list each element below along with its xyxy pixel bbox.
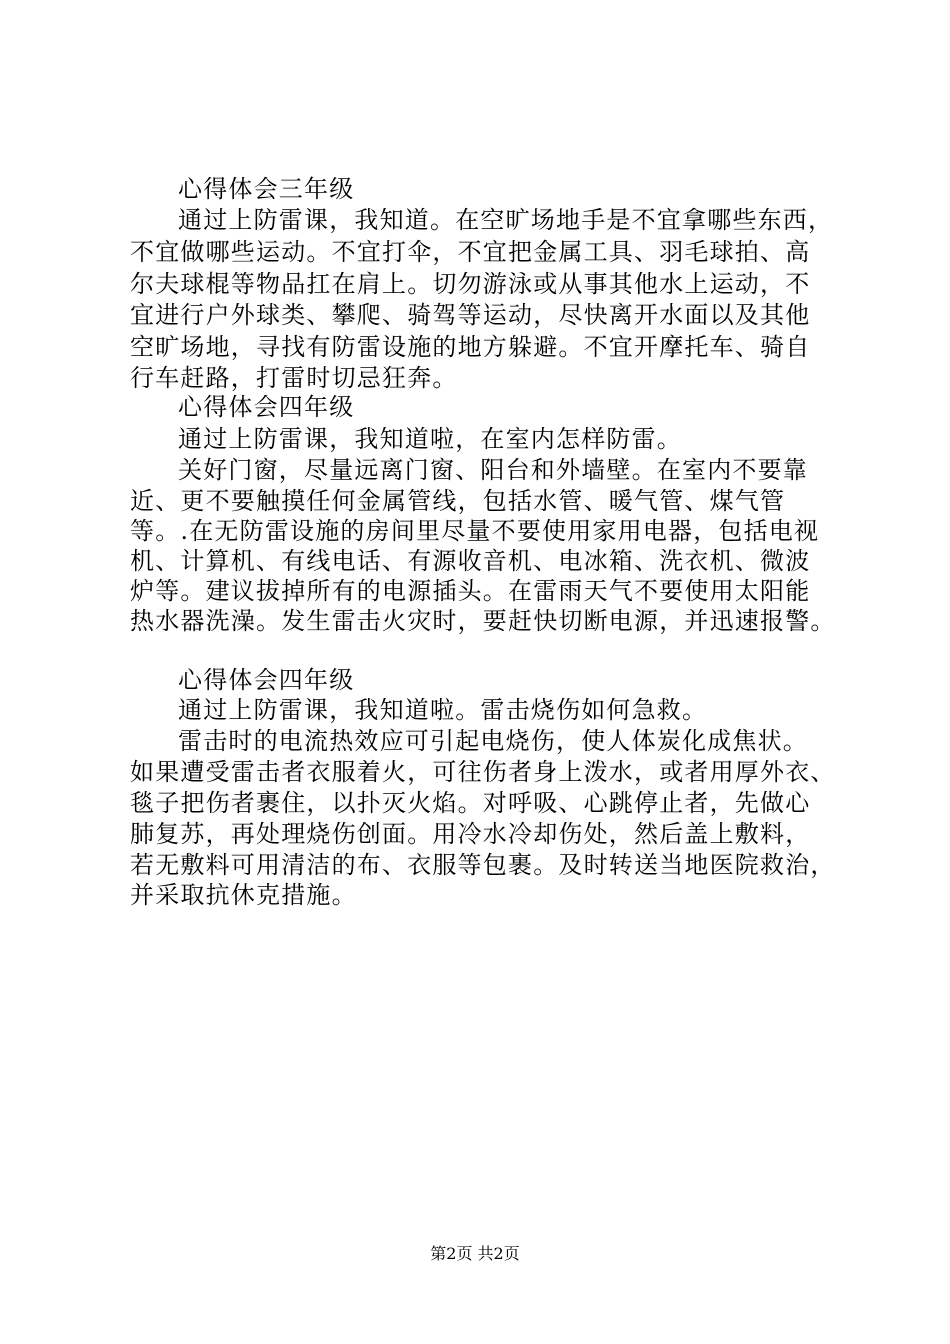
paragraph-line: 通过上防雷课，我知道。在空旷场地手是不宜拿哪些东西， xyxy=(178,206,834,234)
page-footer: 第2页 共2页 xyxy=(430,1244,520,1263)
paragraph-line: 不宜做哪些运动。不宜打伞，不宜把金属工具、羽毛球拍、高 xyxy=(130,238,811,266)
paragraph-line: 如果遭受雷击者衣服着火，可往伤者身上泼水，或者用厚外衣、 xyxy=(130,758,836,786)
paragraph-line: 宜进行户外球类、攀爬、骑驾等运动，尽快离开水面以及其他 xyxy=(130,301,811,329)
paragraph-intro: 通过上防雷课，我知道啦，在室内怎样防雷。 xyxy=(178,425,682,453)
paragraph-line: 尔夫球棍等物品扛在肩上。切勿游泳或从事其他水上运动，不 xyxy=(130,270,811,298)
paragraph-line: 肺复苏，再处理烧伤创面。用冷水冷却伤处，然后盖上敷料， xyxy=(130,820,811,848)
section-heading: 心得体会三年级 xyxy=(178,175,355,203)
paragraph-line: 关好门窗，尽量远离门窗、阳台和外墙壁。在室内不要靠 xyxy=(178,456,808,484)
paragraph-line: 并采取抗休克措施。 xyxy=(130,881,357,909)
paragraph-line: 等。.在无防雷设施的房间里尽量不要使用家用电器，包括电视 xyxy=(130,517,820,545)
section-heading: 心得体会四年级 xyxy=(178,393,355,421)
paragraph-line: 近、更不要触摸任何金属管线，包括水管、暖气管、煤气管 xyxy=(130,487,786,515)
paragraph-line: 雷击时的电流热效应可引起电烧伤，使人体炭化成焦状。 xyxy=(178,727,808,755)
paragraph-line: 热水器洗澡。发生雷击火灾时，要赶快切断电源，并迅速报警。 xyxy=(130,607,836,635)
paragraph-line: 机、计算机、有线电话、有源收音机、电冰箱、洗衣机、微波 xyxy=(130,547,811,575)
paragraph-line: 空旷场地，寻找有防雷设施的地方躲避。不宜开摩托车、骑自 xyxy=(130,333,811,361)
paragraph-line: 毯子把伤者裹住，以扑灭火焰。对呼吸、心跳停止者，先做心 xyxy=(130,789,811,817)
paragraph-line: 炉等。建议拔掉所有的电源插头。在雷雨天气不要使用太阳能 xyxy=(130,577,811,605)
section-heading: 心得体会四年级 xyxy=(178,666,355,694)
paragraph-line: 若无敷料可用清洁的布、衣服等包裹。及时转送当地医院救治， xyxy=(130,851,836,879)
paragraph-line: 行车赶路，打雷时切忌狂奔。 xyxy=(130,364,458,392)
paragraph-intro: 通过上防雷课，我知道啦。雷击烧伤如何急救。 xyxy=(178,696,708,724)
